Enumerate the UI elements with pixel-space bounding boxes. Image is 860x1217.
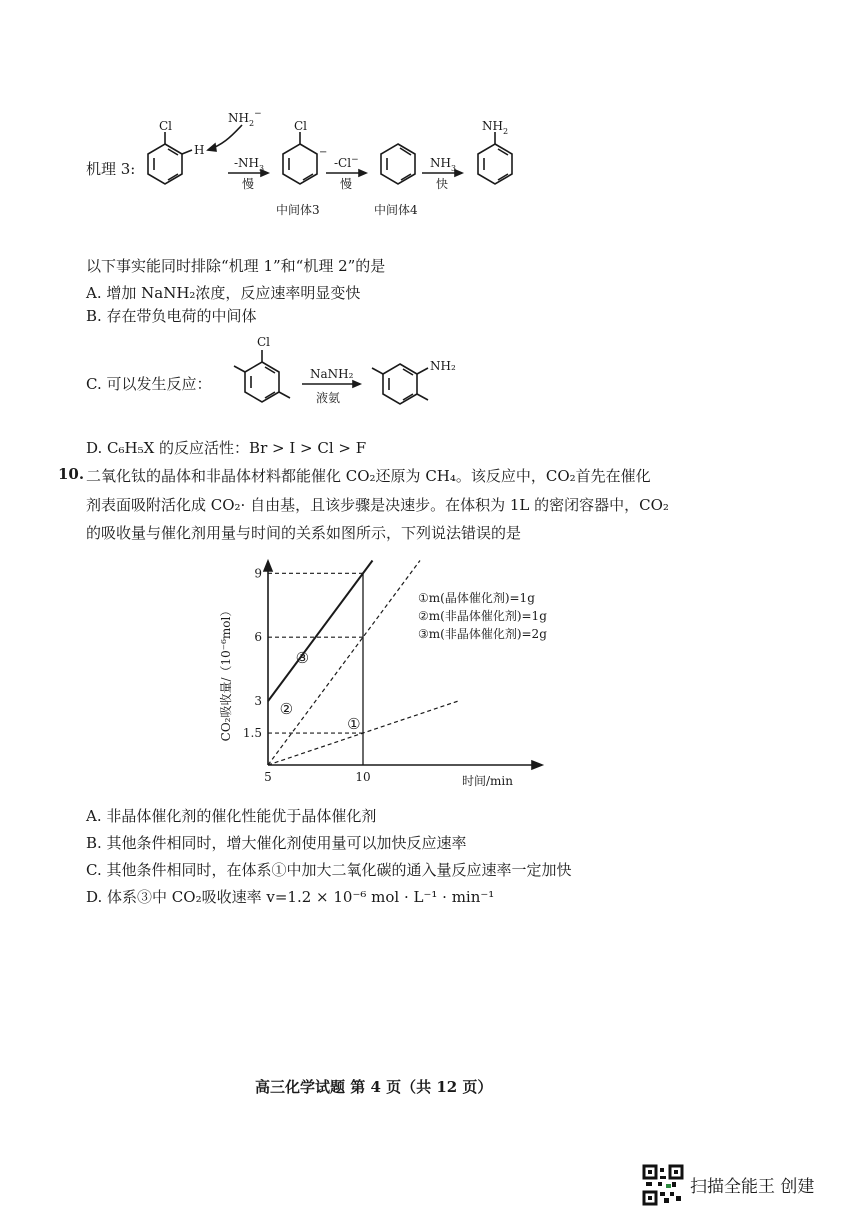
arrow1-bottom: 慢 <box>242 177 255 191</box>
q10-line1: 二氧化钛的晶体和非晶体材料都能催化 CO₂还原为 CH₄。该反应中，CO₂首先在催化 <box>86 467 651 485</box>
mechanism3-scheme <box>130 100 550 220</box>
series-marker-3: ① <box>347 714 361 733</box>
legend-entry-2: ②m(非晶体催化剂)=1g <box>418 609 547 623</box>
q9-option-c-prefix: C. 可以发生反应： <box>86 375 212 393</box>
legend-entry-1: ①m(晶体催化剂)=1g <box>418 591 535 605</box>
x-axis-arrow <box>532 761 542 769</box>
q10-line2: 剂表面吸附活化成 CO₂· 自由基，且该步骤是决速步。在体积为 1L 的密闭容器中，CO₂ <box>86 496 669 514</box>
y-tick-6: 6 <box>254 630 262 645</box>
mechanism3-label: 机理 3: <box>86 160 136 178</box>
benzene-ring <box>148 144 182 184</box>
ring2-cl: Cl <box>294 119 308 133</box>
q9-stem: 以下事实能同时排除“机理 1”和“机理 2”的是 <box>86 257 386 275</box>
series-marker-2: ② <box>279 700 294 719</box>
option-c-reagent-top: NaNH₂ <box>310 367 354 381</box>
amide-ion: $NH_2^-$ <box>228 109 262 128</box>
q10-line3: 的吸收量与催化剂用量与时间的关系如图所示，下列说法错误的是 <box>86 524 522 542</box>
q9-option-d: D. C₆H₅X 的反应活性：Br > I > Cl > F <box>86 439 367 457</box>
arrow3-top: $NH_3$ <box>430 156 457 173</box>
y-tick-9: 9 <box>254 566 262 581</box>
q9-option-c-reaction <box>220 336 490 436</box>
arrow2-top: -Cl− <box>334 155 359 170</box>
intermediate3-label: 中间体3 <box>276 203 320 217</box>
option-c-reagent-bottom: 液氨 <box>316 391 341 405</box>
legend-entry-3: ③m(非晶体催化剂)=2g <box>418 627 547 641</box>
watermark-text: 扫描全能王 创建 <box>690 1177 815 1197</box>
q10-option-d: D. 体系③中 CO₂吸收速率 v=1.2 × 10⁻⁶ mol · L⁻¹ · min⁻¹ <box>86 888 495 906</box>
x-axis-label: 时间/min <box>462 774 513 788</box>
ring1-cl: Cl <box>159 119 173 133</box>
arrow2-bottom: 慢 <box>340 177 353 191</box>
q10-option-c: C. 其他条件相同时，在体系①中加大二氧化碳的通入量反应速率一定加快 <box>86 861 572 879</box>
q9-option-b: B. 存在带负电荷的中间体 <box>86 307 257 325</box>
arrow1-top: $-NH_3$ <box>234 156 265 173</box>
qr-code-icon <box>642 1164 684 1206</box>
series-line-2 <box>268 561 420 765</box>
option-c-nh2: NH₂ <box>430 359 456 373</box>
intermediate4-label: 中间体4 <box>374 203 418 217</box>
x-tick-10: 10 <box>355 770 371 784</box>
y-axis-label: CO₂吸收量/（10⁻⁶mol） <box>219 604 233 742</box>
co2-absorption-chart <box>210 555 600 790</box>
arrow3-bottom: 快 <box>436 177 449 191</box>
q9-option-a: A. 增加 NaNH₂浓度，反应速率明显变快 <box>86 284 361 302</box>
option-c-cl: Cl <box>257 336 271 349</box>
series-line-1 <box>268 561 373 702</box>
q10-number: 10. <box>58 465 85 483</box>
y-tick-1.5: 1.5 <box>242 726 262 741</box>
carbanion-charge: − <box>319 147 328 158</box>
x-tick-5: 5 <box>264 770 272 784</box>
q10-option-a: A. 非晶体催化剂的催化性能优于晶体催化剂 <box>86 807 377 825</box>
q10-option-b: B. 其他条件相同时，增大催化剂使用量可以加快反应速率 <box>86 834 467 852</box>
y-tick-3: 3 <box>254 694 262 709</box>
series-marker-1: ③ <box>295 649 310 668</box>
y-axis-arrow <box>264 561 272 571</box>
product-nh2: $NH_2$ <box>482 119 509 136</box>
page-footer: 高三化学试题 第 4 页（共 12 页） <box>255 1078 493 1096</box>
ring1-h: H <box>194 143 205 157</box>
